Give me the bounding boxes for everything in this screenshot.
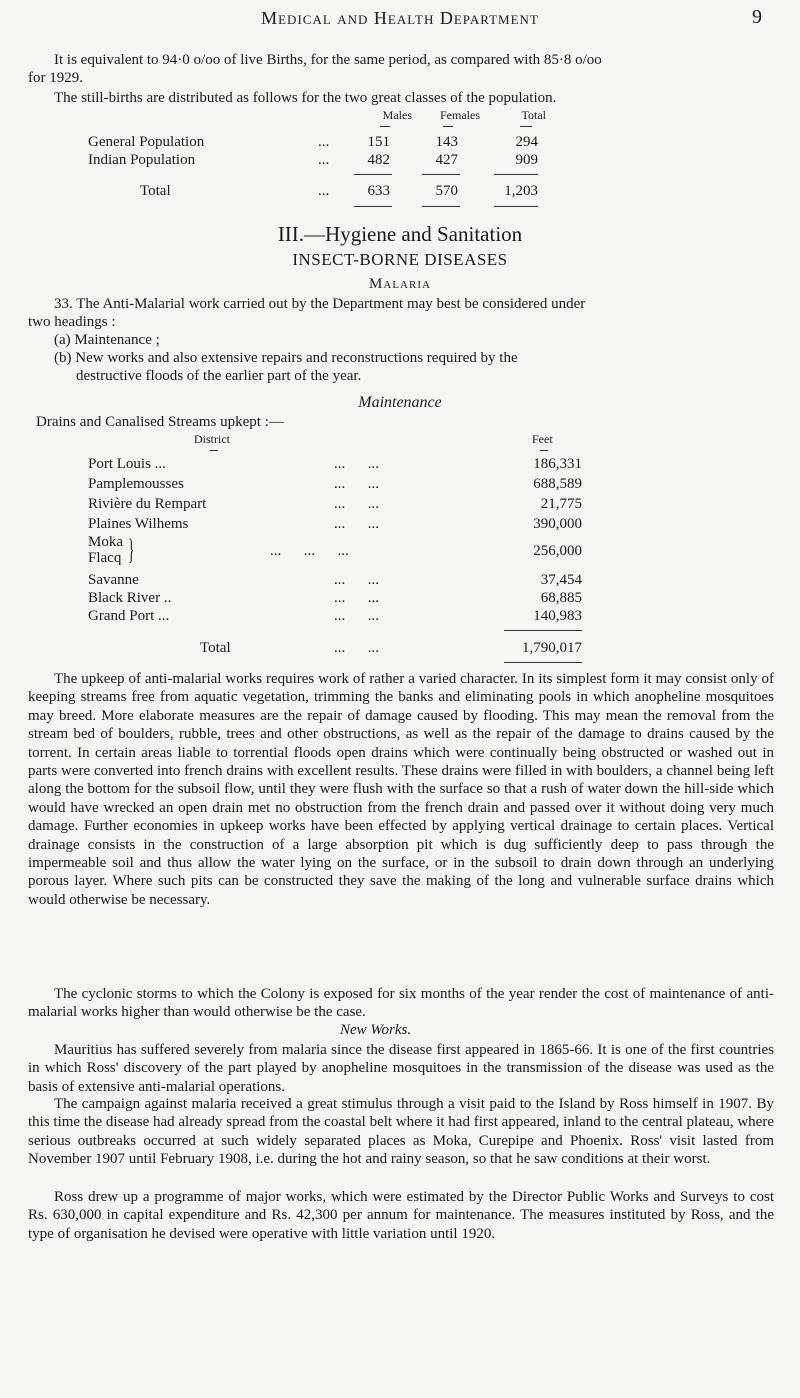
feet-value: 37,454 xyxy=(540,572,582,588)
row-label: General Population xyxy=(88,134,205,150)
feet-value: 21,775 xyxy=(540,496,582,512)
para33-line1: 33. The Anti-Malarial work carried out by the Department may best be considered under xyxy=(54,296,586,312)
feet-value: 140,983 xyxy=(533,608,582,624)
district-name: Pamplemousses xyxy=(88,476,184,492)
page-number: 9 xyxy=(752,6,762,28)
feet-value: 256,000 xyxy=(533,543,582,559)
intro-line-1: It is equivalent to 94·0 o/oo of live Births, for the same period, as compared with 85·8 o/oo xyxy=(54,52,602,68)
feet-value: 68,885 xyxy=(540,590,582,606)
females-value: 427 xyxy=(435,152,458,168)
district-name: Moka xyxy=(88,534,123,550)
col-header-feet: Feet xyxy=(532,432,553,446)
intro-line-2: for 1929. xyxy=(28,70,83,86)
section-subtitle: INSECT-BORNE DISEASES xyxy=(292,250,508,269)
body-paragraph-campaign: The campaign against malaria received a great stimulus through a visit paid to the Island by Ross himself in 1907. By this time the disease had already spread from the coastal belt where it had first appeared, inland to the central plateau, where serious outbreaks occurred at such widely separated places as Moka, Curepipe and Phoenix. Ross' visit lasted from November 1907 until February 1908, i.e. during the hot and rainy season, so that he saw conditions at their worst. xyxy=(28,1096,774,1168)
body-paragraph-cyclones: The cyclonic storms to which the Colony is exposed for six months of the year render the cost of maintenance of anti-malarial works higher than would otherwise be the case. xyxy=(28,986,774,1021)
district-name-2: Flacq xyxy=(88,550,122,566)
total-label: Total xyxy=(200,640,231,656)
feet-total: 1,790,017 xyxy=(522,640,582,656)
col-header-district: District xyxy=(194,432,230,446)
district-name: Black River .. xyxy=(88,590,172,606)
females-total: 570 xyxy=(435,183,458,199)
page-header xyxy=(0,6,800,36)
feet-value: 390,000 xyxy=(533,516,582,532)
running-title: Medical and Health Department xyxy=(261,8,539,28)
col-header-males: Males xyxy=(382,108,412,122)
para33-item-b2: destructive floods of the earlier part of the year. xyxy=(76,368,362,384)
district-name: Savanne xyxy=(88,572,139,588)
body-paragraph-upkeep: The upkeep of anti-malarial works requires work of rather a varied character. In its simplest form it may consist only of keeping streams free from aquatic vegetation, trimming the banks and eliminating pools in which anopheline mosquitoes may breed. More elaborate measures are the repair of damage caused by flooding. This may mean the removal from the stream bed of boulders, rubble, trees and other obstructions, as well as the repair of the damage to drains caused by the torrent. In certain areas liable to torrential floods open drains which were continually being obstructed or washed out in parts were converted into french drains with excellent results. These drains were filled in with boulders, a channel being left along the bottom for the subsoil flow, until they were flush with the surface so that a rush of water down the hill-side which would have wrecked an open drain met no obstruction from the french drain and passed over it without doing very much damage. Further economies in upkeep works have been effected by applying vertical drainage to certain places. Vertical drainage consists in the construction of a large absorption pit which is dug sufficiently deep to pass through the impermeable soil and thus allow the water lying on the surface, or in the subsoil to drain down through an underlying porous layer. Where such pits can be constructed they save the making of the long and vulnerable surface drains which would otherwise be necessary. xyxy=(28,671,774,908)
col-header-total: Total xyxy=(521,108,546,122)
col-header-females: Females xyxy=(440,108,480,122)
feet-value: 186,331 xyxy=(533,456,582,472)
intro-line-3: The still-births are distributed as follows for the two great classes of the population. xyxy=(54,90,557,106)
total-label: Total xyxy=(140,183,171,199)
males-total: 633 xyxy=(367,183,390,199)
para33-item-a: (a) Maintenance ; xyxy=(54,332,160,348)
body-paragraph-programme: Ross drew up a programme of major works, which were estimated by the Director Public Works and Surveys to cost Rs. 630,000 in capital expenditure and Rs. 42,300 per annum for maintenance. The measures instituted by Ross, and the type of organisation he devised were operative with little variation until 1920. xyxy=(28,1189,774,1242)
district-name: Port Louis ... xyxy=(88,456,166,472)
para33-item-b1: (b) New works and also extensive repairs and reconstructions required by the xyxy=(54,350,518,366)
brace-glyph: } xyxy=(128,533,135,566)
document-page: Medical and Health Department 9 It is equivalent to 94·0 o/oo of live Births, for the same period, as compared with 85·8 o/oo for 1929. The still-births are distributed as follows for the two great classes of the population. Males Females Total General Population ... 151 143 294 Indian Population ... 482 427 909 Total ... 633 570 1,203 III.—Hygiene and Sanitation INSECT-BORNE DISEASES Malaria 33. The Anti-Malarial work carried out by the Department may best be considered under two headings : (a) Maintenance ; (b) New works and also extensive repairs and reconstructions required by the destructive floods of the earlier part of the year. Maintenance Drains and Canalised Streams upkept :— District Feet Port Louis ... ... ... 186,331 Pamplemousses ... ... 688,589 Rivière du Rempart ... ... 21,775 Plaines Wilhems ... ... 390,000 Moka Flacq } ... ... ... 256,000 Savanne ... ... 37,454 Black River .. ... ... 68,885 Grand Port ... ... ... 140,983 Total ... ... 1,790,017 The upkeep of anti-malarial works requires work of rather a varied character. In its simplest form it may consist only of keeping streams free from aquatic vegetation, trimming the banks and eliminating pools in which anopheline mosquitoes may breed. More elaborate measures are the repair of damage caused by flooding. This may mean the removal from the stream bed of boulders, rubble, trees and other obstructions, as well as the repair of the damage to drains caused by the torrent. In certain areas liable to torrential floods open drains which were continually being obstructed or washed out in parts were converted into french drains with excellent results. These drains were filled in with boulders, a channel being left along the bottom for the subsoil flow, until they were flush with the surface so that a rush of water down the hill-side which would have wrecked an open drain met no obstruction from the french drain and passed over it without doing very much damage. Further economies in upkeep works have been effected by applying vertical drainage to certain places. Vertical drainage consists in the construction of a large absorption pit which is dug sufficiently deep to pass through the impermeable soil and thus allow the water lying on the surface, or in the subsoil to drain down through an underlying porous layer. Where such pits can be constructed they save the making of the long and vulnerable surface drains which would otherwise be necessary. The cyclonic storms to which the Colony is exposed for six months of the year render the cost of maintenance of anti-malarial works higher than would otherwise be the case. New Works. Mauritius has suffered severely from malaria since the disease first appeared in 1865-66. It is one of the first countries in which Ross' discovery of the part played by anopheline mosquitoes in the transmission of the disease was used as the basis of extensive anti-malarial operations. The campaign against malaria received a great stimulus through a visit paid to the Island by Ross himself in 1907. By this time the disease had already spread from the coastal belt where it had first appeared, inland to the central plateau, where serious outbreaks occurred at such widely separated places as Moka, Curepipe and Phoenix. Ross' visit lasted from November 1907 until February 1908, i.e. during the hot and rainy season, so that he saw conditions at their worst. Ross drew up a programme of major works, which were estimated by the Director Public Works and Surveys to cost Rs. 630,000 in capital expenditure and Rs. 42,300 per annum for maintenance. The measures instituted by Ross, and the type of organisation he devised were operative with little variation until 1920. xyxy=(0,0,800,1398)
district-name: Grand Port ... xyxy=(88,608,170,624)
new-works-heading: New Works. xyxy=(340,1022,412,1038)
grand-total: 1,203 xyxy=(504,183,538,199)
malaria-heading: Malaria xyxy=(369,276,431,292)
section-title: III.—Hygiene and Sanitation xyxy=(277,222,523,246)
district-name: Rivière du Rempart xyxy=(88,496,207,512)
row-label: Indian Population xyxy=(88,152,196,168)
females-value: 143 xyxy=(435,134,458,150)
feet-value: 688,589 xyxy=(533,476,582,492)
district-name: Plaines Wilhems xyxy=(88,516,189,532)
males-value: 482 xyxy=(367,152,390,168)
maintenance-intro: Drains and Canalised Streams upkept :— xyxy=(36,414,284,430)
maintenance-heading: Maintenance xyxy=(358,394,442,411)
total-value: 909 xyxy=(515,152,538,168)
males-value: 151 xyxy=(367,134,390,150)
total-value: 294 xyxy=(515,134,538,150)
para33-line2: two headings : xyxy=(28,314,116,330)
body-paragraph-history: Mauritius has suffered severely from malaria since the disease first appeared in 1865-66. It is one of the first countries in which Ross' discovery of the part played by anopheline mosquitoes in the transmission of the disease was used as the basis of extensive anti-malarial operations. xyxy=(28,1042,774,1095)
